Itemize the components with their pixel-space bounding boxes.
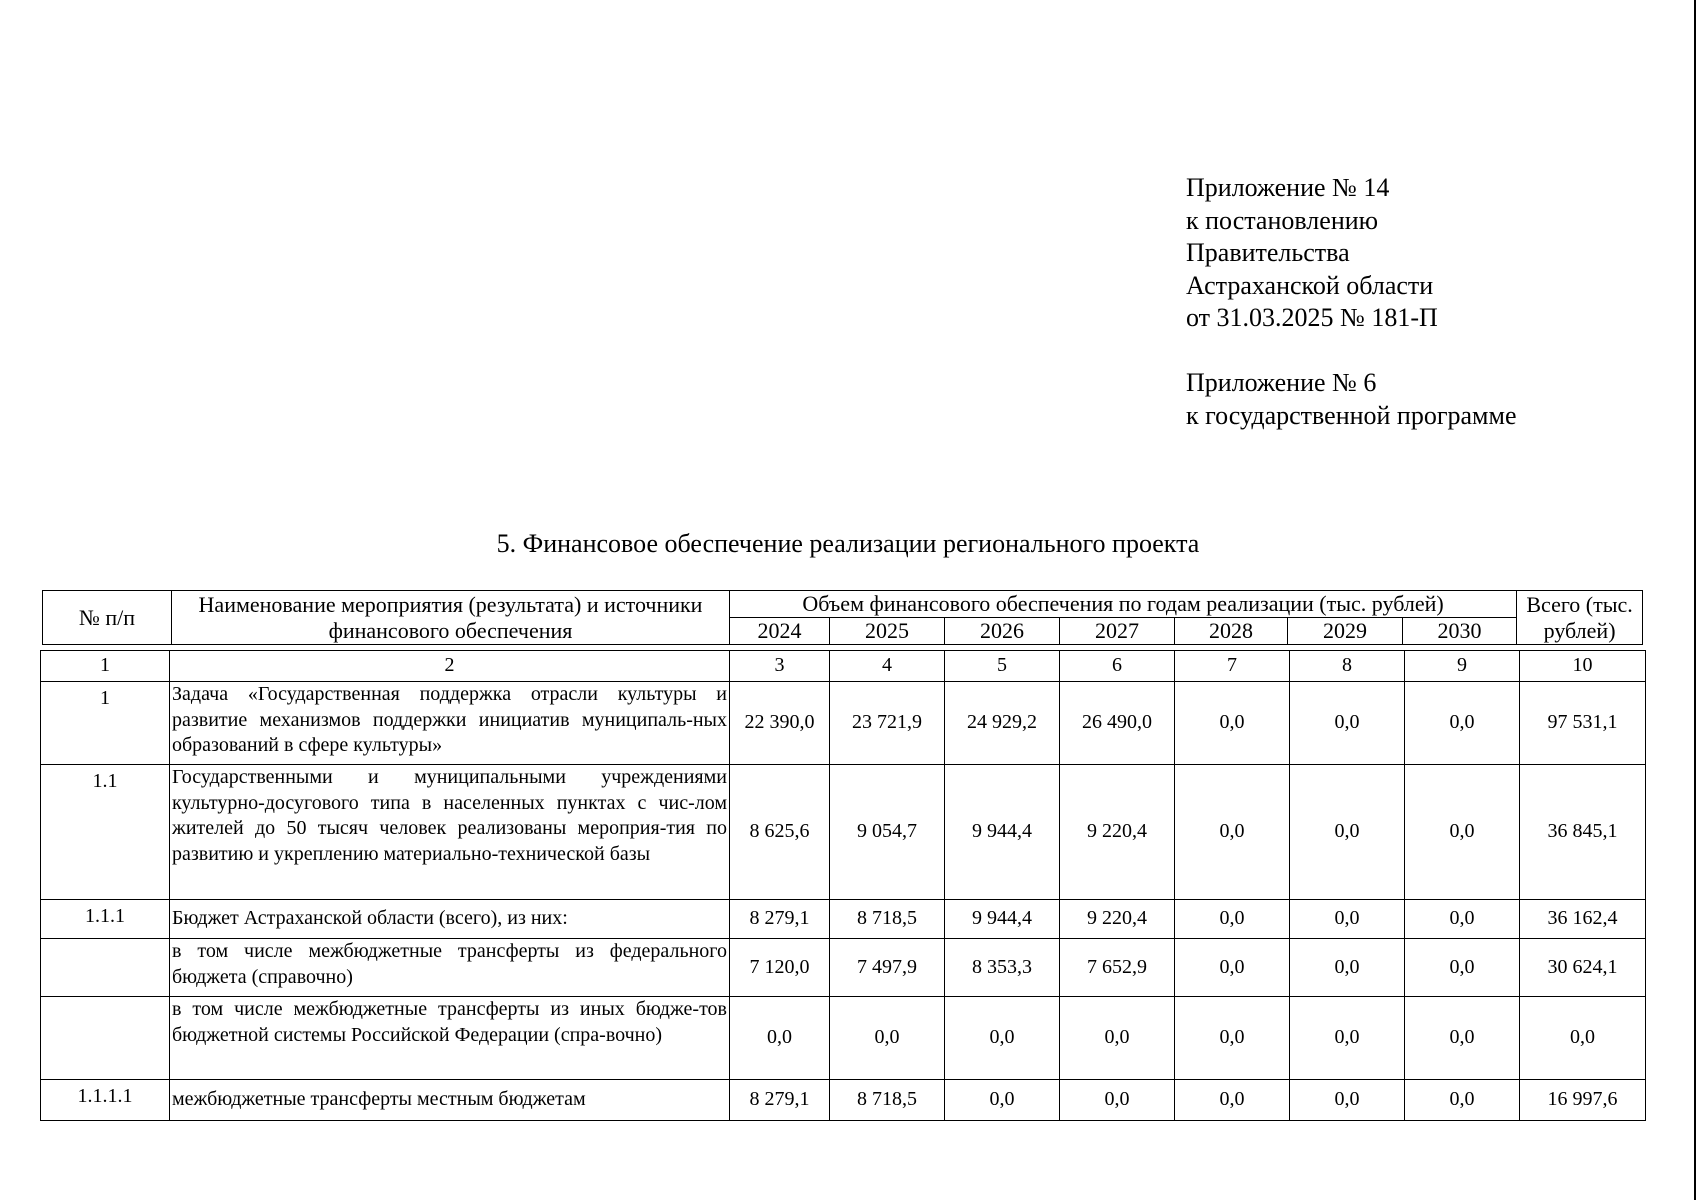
row-total: 30 624,1 [1520, 939, 1646, 997]
row-number [41, 997, 170, 1080]
row-value: 0,0 [1290, 765, 1405, 900]
row-value: 0,0 [1175, 997, 1290, 1080]
row-value: 22 390,0 [730, 682, 830, 765]
appendix-14-line: Приложение № 14 [1186, 173, 1390, 202]
row-name: Государственными и муниципальными учреждениями культурно-досугового типа в населенных пунктах с чис-лом жителей до 50 тысяч человек реализованы мероприя-тия по развитию и укреплению материально-технической базы [170, 765, 730, 900]
row-number: 1 [41, 682, 170, 765]
row-value: 0,0 [1405, 682, 1520, 765]
row-value: 8 353,3 [945, 939, 1060, 997]
column-number: 8 [1290, 651, 1405, 682]
row-value: 8 718,5 [830, 900, 945, 939]
row-value: 0,0 [830, 997, 945, 1080]
row-value: 8 279,1 [730, 900, 830, 939]
appendix-14-line: к постановлению [1186, 205, 1379, 235]
column-number: 5 [945, 651, 1060, 682]
row-value: 7 652,9 [1060, 939, 1175, 997]
data-table [40, 650, 1646, 1121]
column-number-row [41, 651, 1646, 682]
row-value: 0,0 [1175, 900, 1290, 939]
row-value: 9 220,4 [1060, 900, 1175, 939]
row-number: 1.1.1.1 [41, 1080, 170, 1121]
appendix-6-line: Приложение № 6 [1186, 368, 1377, 397]
column-number: 2 [170, 651, 730, 682]
row-name: межбюджетные трансферты местным бюджетам [170, 1080, 730, 1121]
row-value: 0,0 [1175, 765, 1290, 900]
row-value: 23 721,9 [830, 682, 945, 765]
row-value: 0,0 [1175, 1080, 1290, 1121]
appendix-14-line: от 31.03.2025 № 181-П [1186, 303, 1438, 332]
row-value: 0,0 [945, 997, 1060, 1080]
row-value: 8 625,6 [730, 765, 830, 900]
table-row [41, 682, 1646, 765]
row-value: 0,0 [1290, 939, 1405, 997]
row-number: 1.1 [41, 765, 170, 900]
row-total: 36 162,4 [1520, 900, 1646, 939]
section-title: 5. Финансовое обеспечение реализации регионального проекта [496, 529, 1200, 558]
header-year: 2025 [830, 618, 945, 645]
header-num: № п/п [43, 591, 172, 645]
header-name: Наименование мероприятия (результата) и источники финансового обеспечения [172, 591, 730, 645]
appendix-14-block [1186, 172, 1438, 335]
appendix-6-line: к государственной программе [1186, 400, 1517, 430]
header-table [42, 590, 1643, 645]
row-value: 8 718,5 [830, 1080, 945, 1121]
row-value: 0,0 [1405, 997, 1520, 1080]
row-value: 26 490,0 [1060, 682, 1175, 765]
row-number: 1.1.1 [41, 900, 170, 939]
column-number: 10 [1520, 651, 1646, 682]
table-row [41, 939, 1646, 997]
header-year: 2030 [1403, 618, 1517, 645]
row-value: 0,0 [1405, 939, 1520, 997]
header-year: 2027 [1060, 618, 1175, 645]
row-name: Бюджет Астраханской области (всего), из них: [170, 900, 730, 939]
row-value: 0,0 [1290, 997, 1405, 1080]
header-year: 2026 [945, 618, 1060, 645]
row-name: Задача «Государственная поддержка отрасли культуры и развитие механизмов поддержки инициатив муниципаль-ных образований в сфере культуры» [170, 682, 730, 765]
row-value: 9 944,4 [945, 765, 1060, 900]
table-row [41, 1080, 1646, 1121]
row-value: 24 929,2 [945, 682, 1060, 765]
header-year: 2028 [1175, 618, 1288, 645]
column-number: 4 [830, 651, 945, 682]
row-value: 9 054,7 [830, 765, 945, 900]
table-row [41, 997, 1646, 1080]
appendix-14-line: Астраханской области [1186, 270, 1434, 300]
row-value: 0,0 [730, 997, 830, 1080]
row-value: 0,0 [1290, 900, 1405, 939]
column-number: 7 [1175, 651, 1290, 682]
row-value: 0,0 [1290, 682, 1405, 765]
header-year: 2029 [1288, 618, 1403, 645]
row-value: 0,0 [1060, 997, 1175, 1080]
row-total: 0,0 [1520, 997, 1646, 1080]
row-total: 16 997,6 [1520, 1080, 1646, 1121]
column-number: 6 [1060, 651, 1175, 682]
row-total: 36 845,1 [1520, 765, 1646, 900]
row-number [41, 939, 170, 997]
row-value: 8 279,1 [730, 1080, 830, 1121]
row-value: 7 497,9 [830, 939, 945, 997]
row-name: в том числе межбюджетные трансферты из федерального бюджета (справочно) [170, 939, 730, 997]
row-value: 9 944,4 [945, 900, 1060, 939]
column-number: 9 [1405, 651, 1520, 682]
row-value: 0,0 [1405, 1080, 1520, 1121]
table-row [41, 765, 1646, 900]
row-value: 0,0 [1175, 682, 1290, 765]
row-value: 0,0 [1290, 1080, 1405, 1121]
row-value: 0,0 [1175, 939, 1290, 997]
row-value: 0,0 [1060, 1080, 1175, 1121]
header-total: Всего (тыс. рублей) [1517, 591, 1643, 645]
appendix-14-line: Правительства [1186, 238, 1350, 267]
column-number: 1 [41, 651, 170, 682]
row-value: 0,0 [945, 1080, 1060, 1121]
column-number: 3 [730, 651, 830, 682]
header-year: 2024 [730, 618, 830, 645]
row-name: в том числе межбюджетные трансферты из иных бюдже-тов бюджетной системы Российской Федерации (спра-вочно) [170, 997, 730, 1080]
row-total: 97 531,1 [1520, 682, 1646, 765]
row-value: 9 220,4 [1060, 765, 1175, 900]
appendix-6-block [1186, 367, 1517, 432]
row-value: 7 120,0 [730, 939, 830, 997]
table-row [41, 900, 1646, 939]
row-value: 0,0 [1405, 765, 1520, 900]
row-value: 0,0 [1405, 900, 1520, 939]
header-volume: Объем финансового обеспечения по годам реализации (тыс. рублей) [730, 591, 1517, 618]
